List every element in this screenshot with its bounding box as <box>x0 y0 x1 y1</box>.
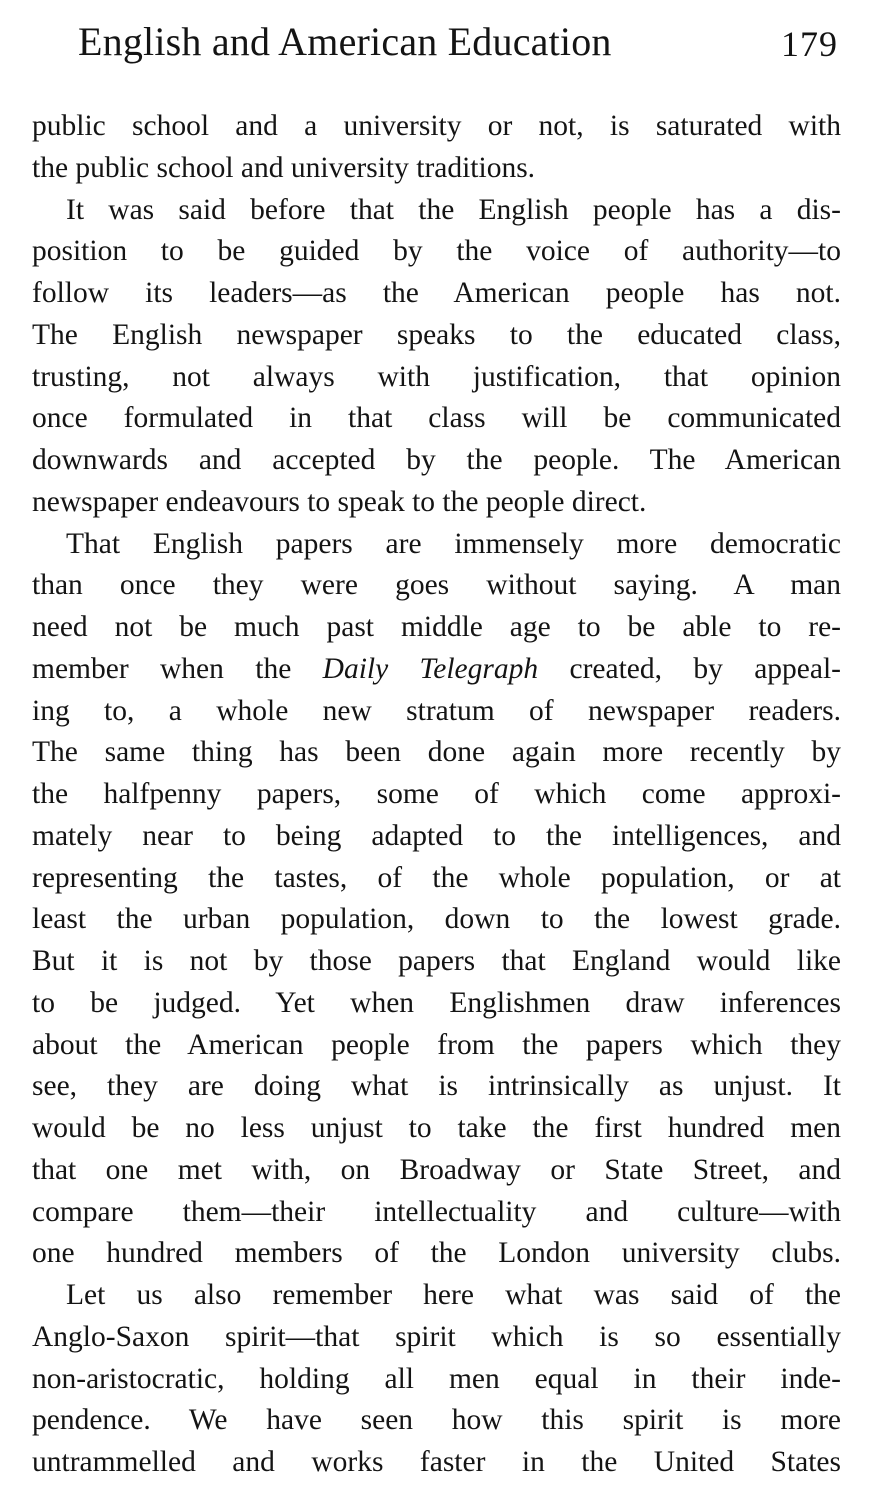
body-text <box>32 106 841 1484</box>
text-line: see, they are doing what is intrinsically as unjust. It <box>32 1070 841 1103</box>
paragraph-first-line: Let us also remember here what was said of the <box>66 1279 841 1311</box>
text-line: But it is not by those papers that England would like <box>32 945 841 977</box>
text-line: the halfpenny papers, some of which come approxi- <box>32 778 841 810</box>
paragraph-first-line: It was said before that the English people has a dis- <box>66 193 841 226</box>
text-line: the public school and university traditions. <box>32 151 536 184</box>
text-line: downwards and accepted by the people. The American <box>32 444 841 476</box>
text-line: follow its leaders—as the American people has not. <box>32 277 841 309</box>
text-line: that one met with, on Broadway or State Street, and <box>32 1153 841 1186</box>
text-line: least the urban population, down to the lowest grade. <box>32 903 841 936</box>
text-line-with-italic-title <box>32 649 841 691</box>
running-header <box>78 14 838 70</box>
text-line: position to be guided by the voice of authority—to <box>32 235 841 268</box>
text-line: ing to, a whole new stratum of newspaper readers. <box>32 694 841 727</box>
text-line: trusting, not always with justification, that opinion <box>32 360 841 393</box>
text-line: Anglo-Saxon spirit—that spirit which is so essentially <box>32 1320 841 1353</box>
paragraph-first-line: That English papers are immensely more democratic <box>66 527 841 560</box>
text-line: need not be much past middle age to be able to re- <box>32 611 841 643</box>
text-line: public school and a university or not, is saturated with <box>32 110 841 142</box>
text-line: one hundred members of the London university clubs. <box>32 1237 841 1270</box>
page-number: 179 <box>781 24 838 64</box>
text-line: mately near to being adapted to the intelligences, and <box>32 819 841 852</box>
line-text-after-title: created, by appeal- <box>538 652 842 685</box>
text-line: compare them—their intellectuality and culture—with <box>32 1195 841 1228</box>
text-line: representing the tastes, of the whole population, or at <box>32 861 841 894</box>
text-line: pendence. We have seen how this spirit is more <box>32 1404 841 1437</box>
text-line: about the American people from the papers which they <box>32 1028 841 1061</box>
text-line: untrammelled and works faster in the United States <box>32 1446 841 1478</box>
text-line: would be no less unjust to take the first hundred men <box>32 1112 841 1144</box>
text-line: The same thing has been done again more recently by <box>32 736 841 769</box>
text-line: newspaper endeavours to speak to the people direct. <box>32 485 647 518</box>
text-line: to be judged. Yet when Englishmen draw inferences <box>32 986 841 1019</box>
newspaper-title-italic: Daily Telegraph <box>322 652 539 685</box>
running-title: English and American Education <box>78 19 612 64</box>
line-text-before-title: member when the <box>32 652 323 685</box>
text-line: non-aristocratic, holding all men equal in their inde- <box>32 1362 841 1395</box>
text-line: The English newspaper speaks to the educated class, <box>32 318 841 351</box>
text-line: than once they were goes without saying. A man <box>32 569 841 602</box>
text-line: once formulated in that class will be communicated <box>32 402 841 435</box>
